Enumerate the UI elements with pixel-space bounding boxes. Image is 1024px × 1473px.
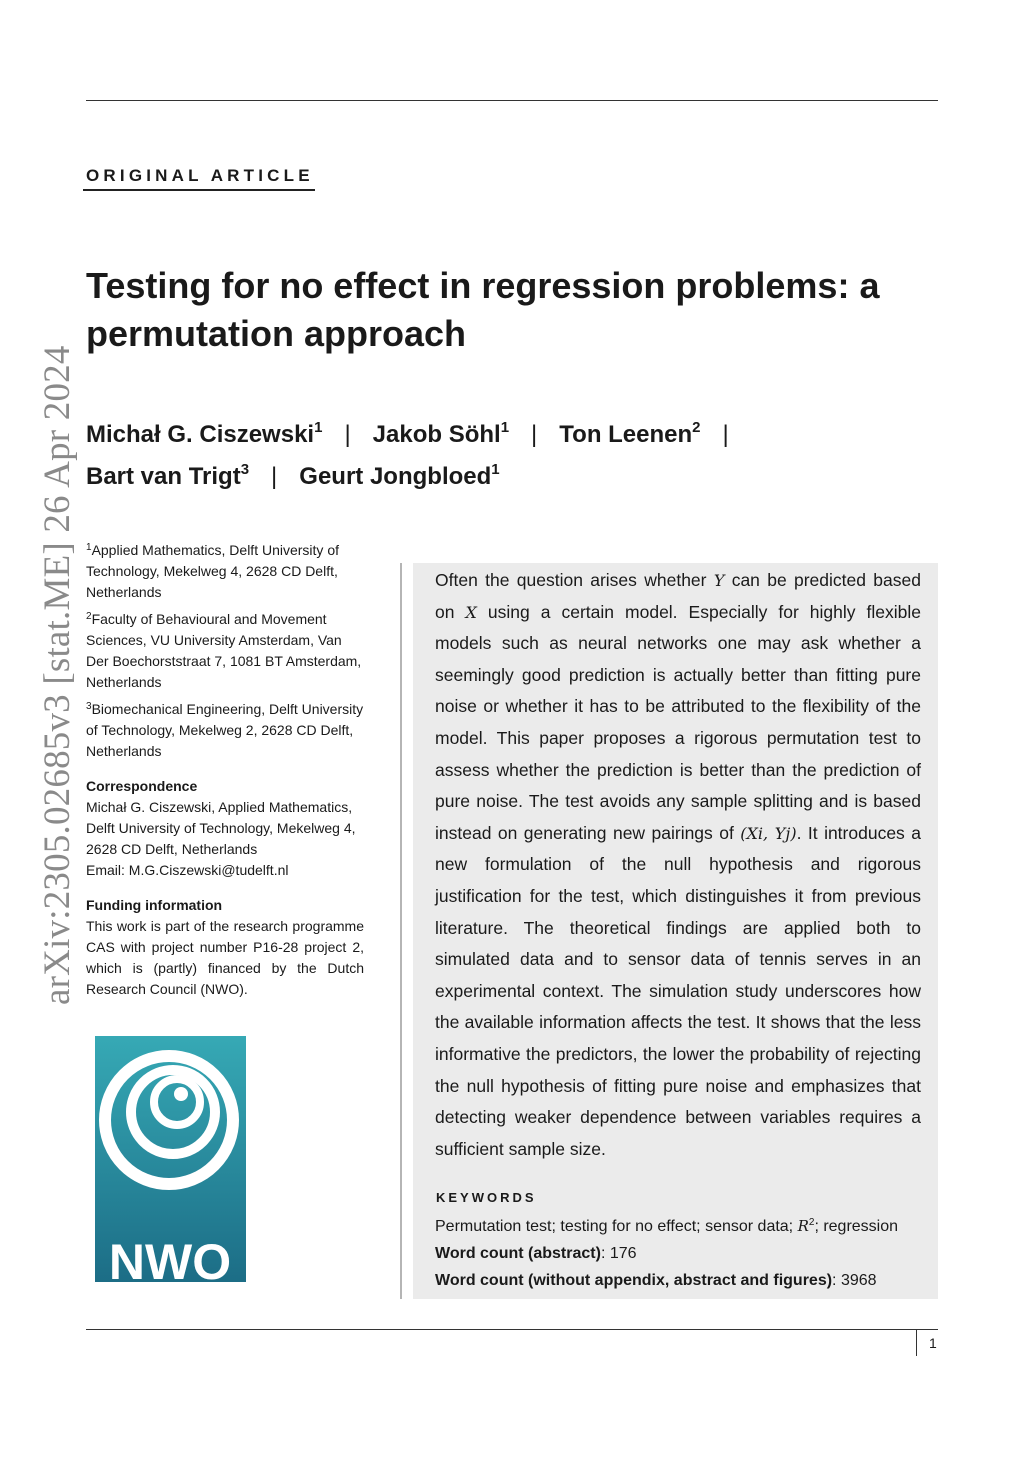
affiliation-number: 3 (86, 701, 92, 712)
article-type-underline (83, 189, 315, 191)
author-name: Michał G. Ciszewski (86, 421, 315, 448)
author-separator: | (531, 421, 538, 448)
keywords-heading: KEYWORDS (436, 1190, 537, 1205)
author-affil: 1 (314, 419, 323, 436)
author-affil: 1 (491, 461, 500, 478)
affiliation-number: 2 (86, 611, 92, 622)
page-number: 1 (929, 1335, 937, 1351)
sidebar (86, 540, 364, 1000)
author-name: Bart van Trigt (86, 463, 241, 490)
author-name: Jakob Söhl (372, 421, 501, 448)
author-line-1 (86, 414, 946, 456)
word-count-total: Word count (without appendix, abstract and figures): 3968 (435, 1272, 877, 1289)
affiliation (86, 609, 364, 693)
pair-notation: (Xi, Yj) (740, 823, 797, 843)
author-line-2 (86, 456, 946, 498)
abstract-text: Often the question arises whether Y can be predicted based on X using a certain model. Especially for highly flexible models such as neural networks one may ask whether a seemingly good prediction is actually better than fitting pure noise or whether it has to be attributed to the flexibility of the model. This paper proposes a rigorous permutation test to assess whether the prediction is better than the prediction of pure noise. The test avoids any sample splitting and is based instead on generating new pairings of (Xi, Yj). It introduces a new formulation of the null hypothesis and rigorous justification for the test, which distinguishes it from previous literature. The theoretical findings are applied both to simulated data and to sensor data of tennis serves in an experimental context. The simulation study underscores how the available information affects the test. It shows that the less informative the predictors, the lower the probability of rejecting the null hypothesis of fitting pure noise and emphasizes that detecting weaker dependence between variables requires a sufficient sample size. (435, 570, 922, 1159)
page-number-divider (916, 1330, 917, 1356)
nwo-logo (95, 1036, 246, 1282)
author-name: Ton Leenen (559, 421, 693, 448)
author-list (86, 414, 946, 498)
author-separator: | (722, 421, 729, 448)
affiliation-number: 1 (86, 542, 92, 553)
affiliation-text: Faculty of Behavioural and Movement Sciences, VU University Amsterdam, Van Der Boechorststraat 7, 1081 BT Amsterdam, Netherlands (86, 611, 362, 690)
var-x: X (465, 602, 477, 622)
author-separator: | (271, 463, 278, 490)
funding-heading: Funding information (86, 897, 223, 913)
funding-text: This work is part of the research programme CAS with project number P16-28 project 2, which is (partly) financed by the Dutch Research Council (NWO). (86, 918, 364, 997)
author-separator: | (344, 421, 351, 448)
logo-text: NWO (108, 1234, 232, 1282)
article-type: ORIGINAL ARTICLE (86, 166, 314, 185)
bottom-rule (86, 1329, 938, 1330)
abstract-left-bar (400, 563, 413, 1299)
affiliation-text: Biomechanical Engineering, Delft University of Technology, Mekelweg 2, 2628 CD Delft, Netherlands (86, 701, 364, 759)
var-y: Y (713, 571, 725, 590)
affiliation-text: Applied Mathematics, Delft University of Technology, Mekelweg 4, 2628 CD Delft, Netherlands (86, 542, 339, 600)
author-affil: 3 (240, 461, 250, 478)
author-affil: 1 (500, 419, 510, 436)
affiliation (86, 699, 364, 762)
paper-title: Testing for no effect in regression problems: a permutation approach (86, 265, 880, 354)
correspondence-email[interactable]: Email: M.G.Ciszewski@tudelft.nl (86, 862, 289, 878)
affiliation (86, 540, 364, 603)
keywords-text: Permutation test; testing for no effect; sensor data; $R^2$; regression (435, 1217, 899, 1235)
arxiv-stamp[interactable]: arXiv:2305.02685v3 [stat.ME] 26 Apr 2024 (37, 345, 78, 1005)
keywords-block (435, 1213, 935, 1294)
word-count-abstract: Word count (abstract): 176 (435, 1245, 637, 1262)
author-affil: 2 (692, 419, 701, 436)
correspondence-text: Michał G. Ciszewski, Applied Mathematics, Delft University of Technology, Mekelweg 4, 2628 CD Delft, Netherlands (86, 799, 356, 857)
top-rule (86, 100, 938, 101)
author-name: Geurt Jongbloed (299, 463, 492, 490)
correspondence-heading: Correspondence (86, 778, 198, 794)
